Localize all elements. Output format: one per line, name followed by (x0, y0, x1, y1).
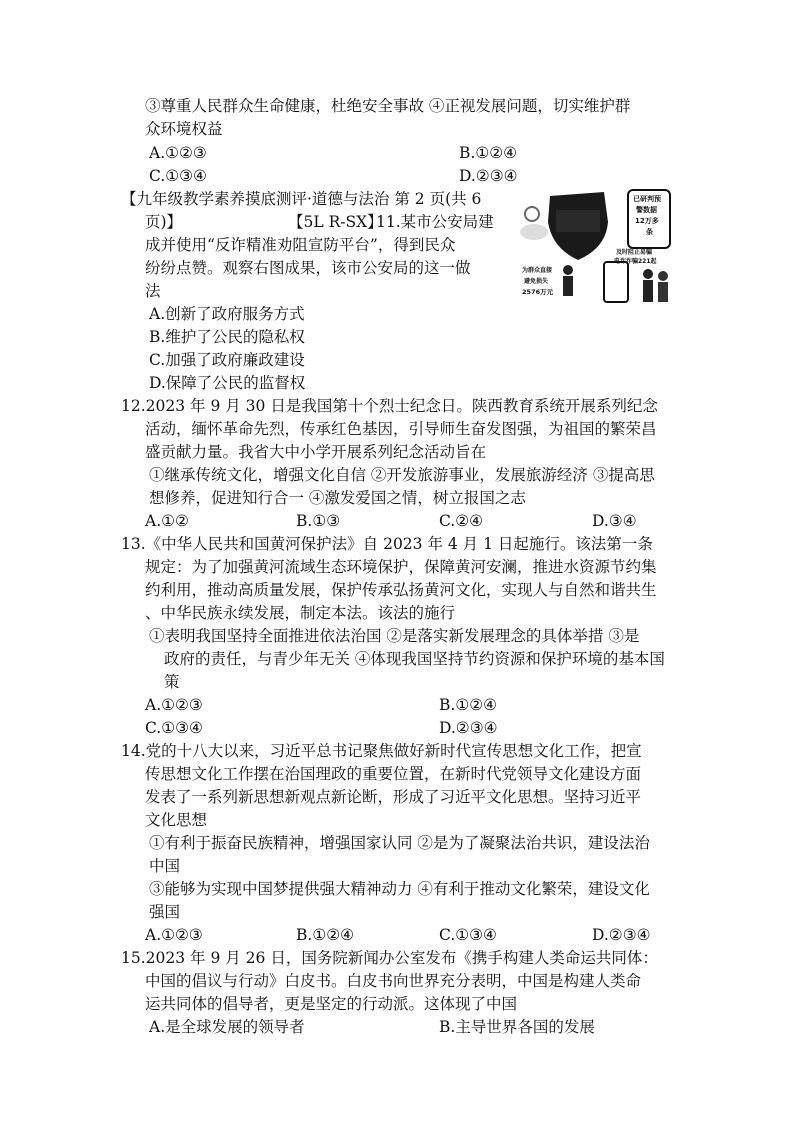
q14-option-d: D.②③④ (592, 926, 651, 944)
q10-option-c: C.①③④ (149, 167, 207, 185)
q12-stem-line: 活动，缅怀革命先烈，传承红色基因，引导师生奋发图强，为祖国的繁荣昌 (145, 420, 657, 438)
q11-option-c: C.加强了政府廉政建设 (149, 351, 305, 369)
q14-stem-line: 传思想文化工作摆在治国理政的重要位置，在新时代党领导文化建设方面 (145, 765, 642, 783)
q12-option-d: D.③④ (592, 512, 637, 530)
q15-stem-line: 15.2023 年 9 月 26 日，国务院新闻办公室发布《携手构建人类命运共同体： (121, 949, 658, 967)
shield-banner (556, 210, 600, 232)
q14-stem-line: 发表了一系列新思想新观点新论断，形成了习近平文化思想。坚持习近平 (145, 788, 642, 806)
q14-statement-line: 强国 (149, 903, 181, 921)
figure-bubble-text: 条 (646, 228, 653, 236)
q12-option-b: B.①③ (296, 512, 341, 530)
q14-stem-line: 14.党的十八大以来，习近平总书记聚焦做好新时代宣传思想文化工作，把宣 (121, 742, 642, 760)
q12-stem-line: 12.2023 年 9 月 30 日是我国第十个烈士纪念日。陕西教育系统开展系列纪念 (121, 397, 658, 415)
person-icon (643, 280, 653, 302)
q11-figure-illustration (518, 188, 678, 312)
q13-statement-line: 策 (164, 673, 180, 691)
q13-stem-line: 约利用，推动高质量发展，保护传承弘扬黄河文化，实现人与自然和谐共生 (145, 581, 657, 599)
q14-option-c: C.①③④ (439, 926, 497, 944)
q11-stem-line: 法 (145, 282, 161, 300)
q15-option-a: A.是全球发展的领导者 (149, 1018, 305, 1036)
person-icon (563, 265, 573, 275)
q11-option-d: D.保障了公民的监督权 (149, 374, 306, 392)
figure-bubble-text: 及时阻止易骗 (616, 249, 653, 256)
q14-statement-line: ①有利于振奋民族精神，增强国家认同 ②是为了凝聚法治共识，建设法治 (149, 834, 650, 852)
q10-option-d: D.②③④ (459, 167, 518, 185)
q10-statement-line: 众环境权益 (145, 120, 223, 138)
q14-option-a: A.①②③ (145, 926, 203, 944)
q10-option-a: A.①②③ (149, 144, 207, 162)
q13-statement-line: 政府的责任，与青少年无关 ④体现我国坚持节约资源和保护环境的基本国 (164, 650, 665, 668)
q11-stem-line: 纷纷点赞。观察右图成果，该市公安局的这一做 (145, 259, 471, 277)
figure-bubble-text: 12万多 (635, 217, 659, 225)
figure-bubble-text: 为群众直接 (522, 267, 553, 274)
q11-option-a: A.创新了政府服务方式 (149, 305, 305, 323)
q11-stem-line: 11.某市公安局建 (376, 213, 494, 231)
q14-stem-line: 文化思想 (145, 811, 208, 829)
q14-statement-line: ③能够为实现中国梦提供强大精神动力 ④有利于推动文化繁荣，建设文化 (149, 880, 650, 898)
person-icon (658, 271, 668, 281)
q14-option-b: B.①②④ (296, 926, 355, 944)
q11-stem-line: 成并使用“反诈精准劝阻宣防平台”，得到民众 (145, 236, 456, 254)
q13-option-d: D.②③④ (439, 719, 498, 737)
person-icon (658, 282, 668, 302)
q13-option-c: C.①③④ (145, 719, 203, 737)
q15-stem-line: 运共同体的倡导者，更是坚定的行动派。这体现了中国 (145, 995, 518, 1013)
page-header-line: 【九年级教学素养摸底测评·道德与法治 第 2 页(共 6 (121, 190, 482, 208)
person-icon (563, 276, 573, 296)
figure-bubble-text: 警数据 (636, 206, 657, 214)
q15-stem-line: 中国的倡议与行动》白皮书。白皮书向世界充分表明，中国是构建人类命 (145, 972, 642, 990)
q13-option-b: B.①②④ (439, 696, 498, 714)
q13-stem-line: 13.《中华人民共和国黄河保护法》自 2023 年 4 月 1 日起施行。该法第一条 (121, 535, 653, 553)
figure-bubble-text: 2576万元 (522, 288, 554, 296)
q13-stem-line: 规定：为了加强黄河流域生态环境保护，保障黄河安澜，推进水资源节约集 (145, 558, 657, 576)
page-header-line: 页)】 (145, 213, 183, 231)
gear-icon (525, 207, 539, 221)
q10-option-b: B.①②④ (459, 144, 518, 162)
person-icon (643, 269, 653, 279)
figure-bubble-text: 避免损失 (524, 278, 549, 285)
cloud-icon (520, 224, 548, 240)
q12-stem-line: 盛贡献力量。我省大中小学开展系列纪念活动旨在 (145, 443, 487, 461)
phone-icon (604, 262, 628, 302)
page-header-code: 【5L R-SX】 (288, 213, 383, 231)
q12-option-c: C.②④ (439, 512, 484, 530)
q12-option-a: A.①② (145, 512, 189, 530)
figure-bubble-text: 已研判预 (633, 195, 661, 203)
q13-option-a: A.①②③ (145, 696, 203, 714)
q12-statement-line: 想修养，促进知行合一 ④激发爱国之情，树立报国之志 (149, 489, 526, 507)
q15-option-b: B.主导世界各国的发展 (439, 1018, 595, 1036)
q13-stem-line: 、中华民族永续发展，制定本法。该法的施行 (145, 604, 456, 622)
q12-statement-line: ①继承传统文化，增强文化自信 ②开发旅游事业，发展旅游经济 ③提高思 (149, 466, 655, 484)
q14-statement-line: 中国 (149, 857, 181, 875)
figure-bubble-text: 电诈诈骗221起 (614, 258, 657, 265)
q13-statement-line: ①表明我国坚持全面推进依法治国 ②是落实新发展理念的具体举措 ③是 (149, 627, 640, 645)
q11-figure (518, 188, 678, 312)
q10-statement-line: ③尊重人民群众生命健康，杜绝安全事故 ④正视发展问题，切实维护群 (145, 97, 631, 115)
q11-option-b: B.维护了公民的隐私权 (149, 328, 305, 346)
